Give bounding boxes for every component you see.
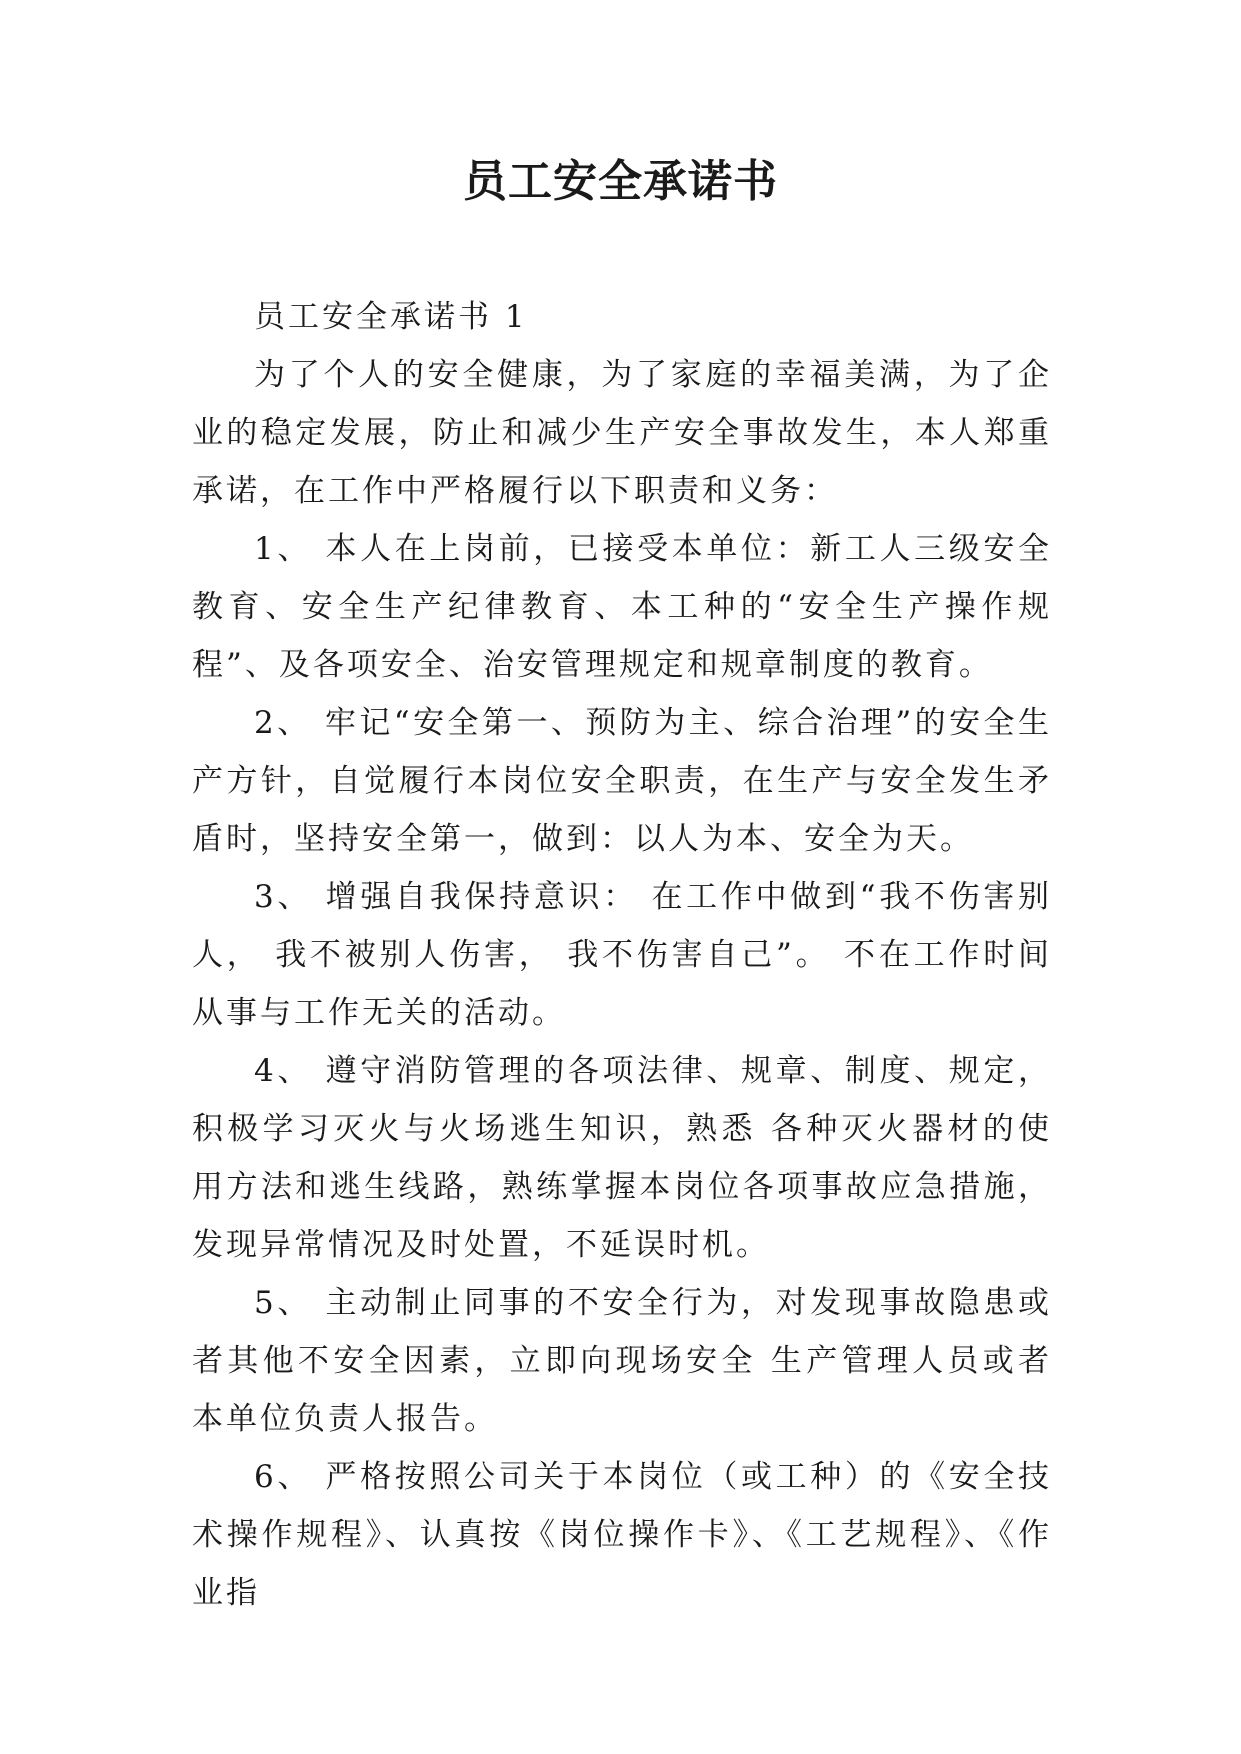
paragraph-item-1: 1、 本人在上岗前，已接受本单位：新工人三级安全教育、安全生产纪律教育、本工种的“安全生产操作规程”、及各项安全、治安管理规定和规章制度的教育。 (192, 531, 1052, 683)
paragraph-intro: 为了个人的安全健康，为了家庭的幸福美满，为了企业的稳定发展，防止和减少生产安全事故发生，本人郑重承诺，在工作中严格履行以下职责和义务： (192, 357, 1052, 509)
paragraph-item-5: 5、 主动制止同事的不安全行为，对发现事故隐患或者其他不安全因素，立即向现场安全 生产管理人员或者本单位负责人报告。 (192, 1285, 1052, 1437)
paragraph-item-6: 6、 严格按照公司关于本岗位（或工种）的《安全技术操作规程》、认真按《岗位操作卡》、《工艺规程》、《作业指 (192, 1459, 1052, 1611)
paragraph-item-4: 4、 遵守消防管理的各项法律、规章、制度、规定，积极学习灭火与火场逃生知识，熟悉 各种灭火器材的使用方法和逃生线路，熟练掌握本岗位各项事故应急措施，发现异常情况及时处置，不延误时机。 (192, 1053, 1052, 1263)
document-subtitle: 员工安全承诺书 1 (254, 299, 528, 335)
document-title: 员工安全承诺书 (463, 156, 778, 207)
paragraph-item-2: 2、 牢记“安全第一、预防为主、综合治理”的安全生产方针，自觉履行本岗位安全职责，在生产与安全发生矛盾时，坚持安全第一，做到：以人为本、安全为天。 (192, 705, 1052, 857)
paragraph-item-3: 3、 增强自我保持意识： 在工作中做到“我不伤害别人， 我不被别人伤害， 我不伤害自己”。 不在工作时间从事与工作无关的活动。 (192, 879, 1052, 1031)
document-body (192, 288, 1052, 1622)
